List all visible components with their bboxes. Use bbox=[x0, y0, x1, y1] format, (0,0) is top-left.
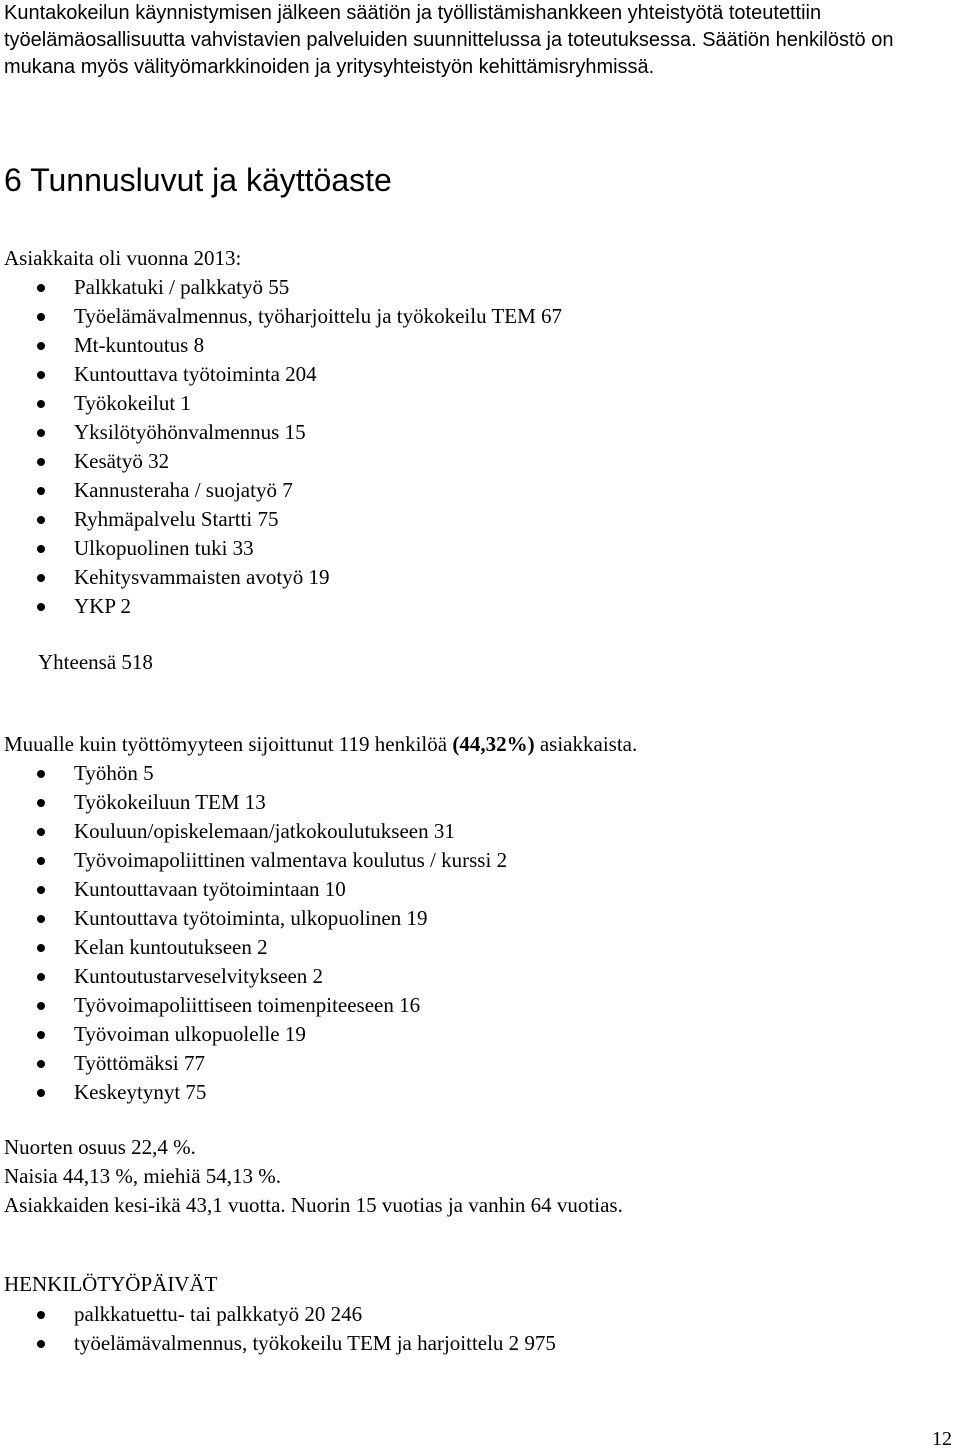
list-item: Yksilötyöhönvalmennus 15 bbox=[0, 418, 562, 447]
clients-list bbox=[0, 273, 562, 621]
list-item: työelämävalmennus, työkokeilu TEM ja harjoittelu 2 975 bbox=[0, 1329, 556, 1358]
list-item: Työvoimapoliittinen valmentava koulutus / kurssi 2 bbox=[0, 846, 507, 875]
list-item: Kannusteraha / suojatyö 7 bbox=[0, 476, 562, 505]
list-item: Kehitysvammaisten avotyö 19 bbox=[0, 563, 562, 592]
list-item: YKP 2 bbox=[0, 592, 562, 621]
list-item: palkkatuettu- tai palkkatyö 20 246 bbox=[0, 1300, 556, 1329]
placement-summary-text: Muualle kuin työttömyyteen sijoittunut 119 henkilöä bbox=[4, 732, 453, 756]
list-item: Ulkopuolinen tuki 33 bbox=[0, 534, 562, 563]
placements-list bbox=[0, 759, 507, 1107]
workdays-list bbox=[0, 1300, 556, 1358]
age-stats: Asiakkaiden kesi-ikä 43,1 vuotta. Nuorin 15 vuotias ja vanhin 64 vuotias. bbox=[4, 1193, 623, 1217]
list-item: Kuntouttavaan työtoimintaan 10 bbox=[0, 875, 507, 904]
list-item: Työelämävalmennus, työharjoittelu ja työkokeilu TEM 67 bbox=[0, 302, 562, 331]
intro-line: mukana myös välityömarkkinoiden ja yritysyhteistyön kehittämisryhmissä. bbox=[4, 56, 655, 78]
page-number: 12 bbox=[932, 1428, 952, 1450]
list-item: Työttömäksi 77 bbox=[0, 1049, 507, 1078]
section-heading: 6 Tunnusluvut ja käyttöaste bbox=[4, 162, 392, 198]
list-item: Työvoimapoliittiseen toimenpiteeseen 16 bbox=[0, 991, 507, 1020]
list-item: Kesätyö 32 bbox=[0, 447, 562, 476]
intro-paragraph bbox=[4, 0, 954, 81]
list-item: Työhön 5 bbox=[0, 759, 507, 788]
list-item: Työkokeilut 1 bbox=[0, 389, 562, 418]
list-item: Keskeytynyt 75 bbox=[0, 1078, 507, 1107]
placement-percentage: (44,32%) bbox=[452, 732, 535, 756]
list-item: Kuntouttava työtoiminta, ulkopuolinen 19 bbox=[0, 904, 507, 933]
list-item: Kuntoutustarveselvitykseen 2 bbox=[0, 962, 507, 991]
clients-total: Yhteensä 518 bbox=[38, 650, 153, 674]
list-item: Kouluun/opiskelemaan/jatkokoulutukseen 31 bbox=[0, 817, 507, 846]
workdays-heading: HENKILÖTYÖPÄIVÄT bbox=[4, 1272, 218, 1296]
list-item: Työvoiman ulkopuolelle 19 bbox=[0, 1020, 507, 1049]
youth-share: Nuorten osuus 22,4 %. bbox=[4, 1135, 196, 1159]
list-item: Kelan kuntoutukseen 2 bbox=[0, 933, 507, 962]
intro-line: Kuntakokeilun käynnistymisen jälkeen säätiön ja työllistämishankkeen yhteistyötä toteutettiin bbox=[4, 2, 822, 24]
intro-line: työelämäosallisuutta vahvistavien palveluiden suunnittelussa ja toteutuksessa. Säätiön henkilöstö on bbox=[4, 29, 894, 51]
list-item: Ryhmäpalvelu Startti 75 bbox=[0, 505, 562, 534]
list-item: Kuntouttava työtoiminta 204 bbox=[0, 360, 562, 389]
placement-summary bbox=[4, 730, 637, 759]
clients-intro: Asiakkaita oli vuonna 2013: bbox=[4, 246, 242, 270]
list-item: Palkkatuki / palkkatyö 55 bbox=[0, 273, 562, 302]
gender-share: Naisia 44,13 %, miehiä 54,13 %. bbox=[4, 1164, 282, 1188]
list-item: Työkokeiluun TEM 13 bbox=[0, 788, 507, 817]
placement-summary-suffix: asiakkaista. bbox=[534, 732, 638, 756]
list-item: Mt-kuntoutus 8 bbox=[0, 331, 562, 360]
